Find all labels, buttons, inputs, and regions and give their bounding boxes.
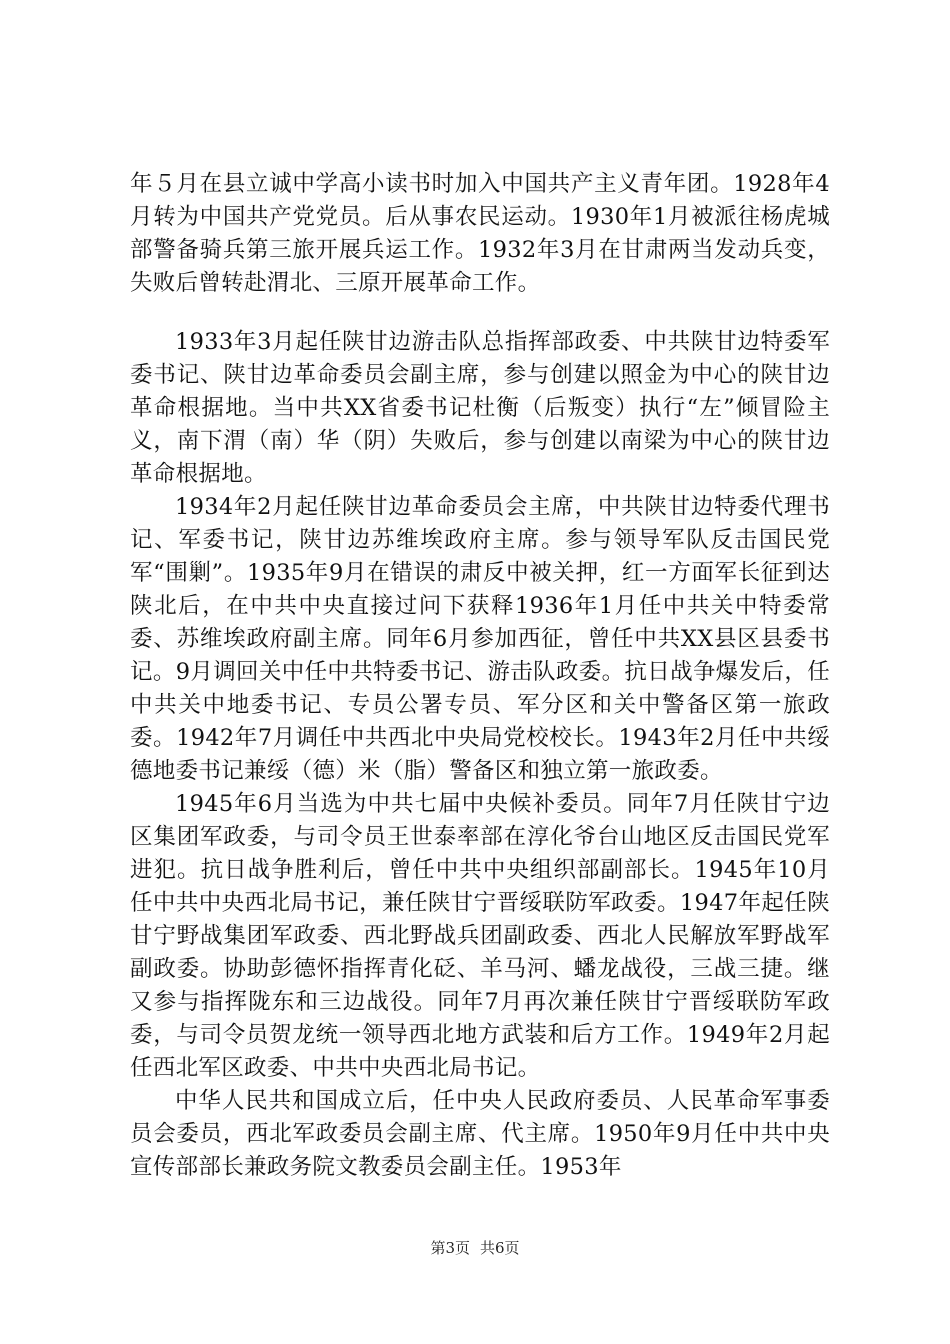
paragraph-4: 1945年6月当选为中共七届中央候补委员。同年7月任陕甘宁边区集团军政委，与司令员王世泰率部在淳化爷台山地区反击国民党军进犯。抗日战争胜利后，曾任中共中央组织部副部长。1945年10月任中共中央西北局书记，兼任陕甘宁晋绥联防军政委。1947年起任陕甘宁野战集团军政委、西北野战兵团副政委、西北人民解放军野战军副政委。协助彭德怀指挥青化砭、羊马河、蟠龙战役，三战三捷。继又参与指挥陇东和三边战役。同年7月再次兼任陕甘宁晋绥联防军政委，与司令员贺龙统一领导西北地方武装和后方工作。1949年2月起任西北军区政委、中共中央西北局书记。 — [130, 791, 830, 1081]
page-footer — [0, 1238, 950, 1258]
paragraph-3: 1934年2月起任陕甘边革命委员会主席，中共陕甘边特委代理书记、军委书记，陕甘边苏维埃政府主席。参与领导军队反击国民党军“围剿”。1935年9月在错误的肃反中被关押，红一方面军长征到达陕北后，在中共中央直接过问下获释1936年1月任中共关中特委常委、苏维埃政府副主席。同年6月参加西征，曾任中共XX县区县委书记。9月调回关中任中共特委书记、游击队政委。抗日战争爆发后，任中共关中地委书记、专员公署专员、军分区和关中警备区第一旅政委。1942年7月调任中共西北中央局党校校长。1943年2月任中共绥德地委书记兼绥（德）米（脂）警备区和独立第一旅政委。 — [130, 494, 830, 784]
document-body — [130, 168, 830, 1184]
paragraph-5: 中华人民共和国成立后，任中央人民政府委员、人民革命军事委员会委员，西北军政委员会副主席、代主席。1950年9月任中共中央宣传部部长兼政务院文教委员会副主任。1953年 — [130, 1088, 830, 1180]
page-total: 共6页 — [480, 1239, 520, 1257]
paragraph-gap — [130, 300, 830, 326]
paragraph-1: 年５月在县立诚中学高小读书时加入中国共产主义青年团。1928年4月转为中国共产党党员。后从事农民运动。1930年1月被派往杨虎城部警备骑兵第三旅开展兵运工作。1932年3月在甘肃两当发动兵变，失败后曾转赴渭北、三原开展革命工作。 — [130, 171, 830, 296]
paragraph-2: 1933年3月起任陕甘边游击队总指挥部政委、中共陕甘边特委军委书记、陕甘边革命委员会副主席，参与创建以照金为中心的陕甘边革命根据地。当中共XX省委书记杜衡（后叛变）执行“左”倾冒险主义，南下渭（南）华（阴）失败后，参与创建以南梁为中心的陕甘边革命根据地。 — [130, 329, 830, 487]
page-number: 第3页 — [430, 1239, 470, 1257]
